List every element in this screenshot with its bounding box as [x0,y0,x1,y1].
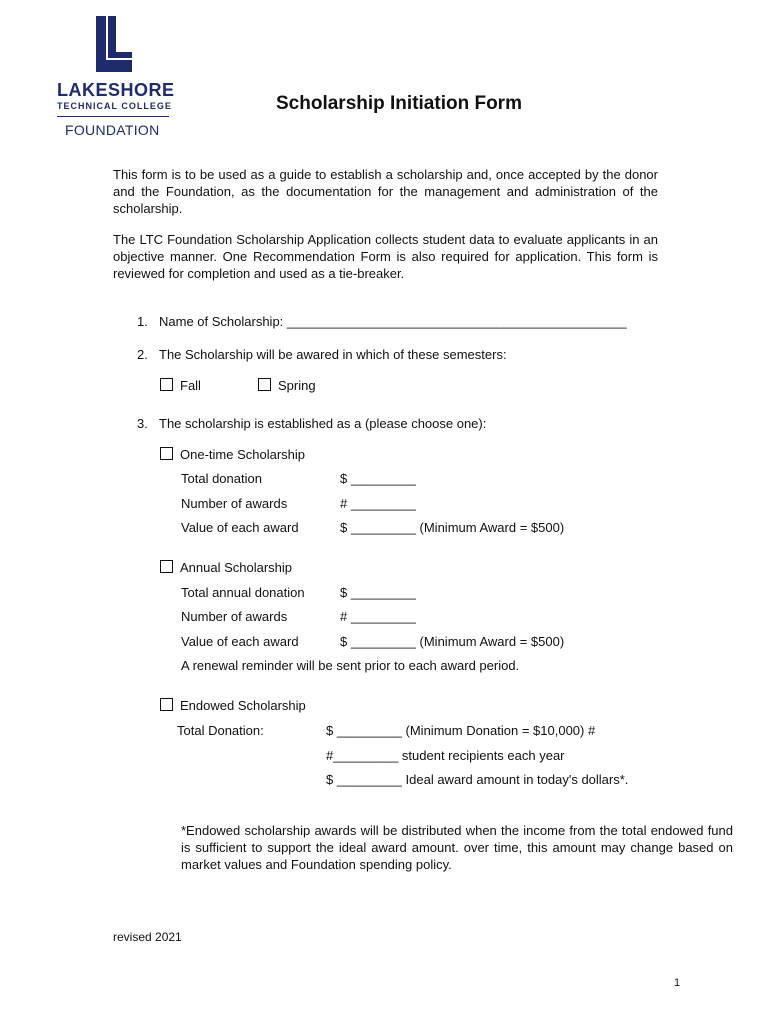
intro-paragraph-1: This form is to be used as a guide to establish a scholarship and, once accepted by the donor and the Foundation, as the documentation for the management and administration of the scholarship. [113,167,658,216]
question-2-number: 2. [137,347,148,362]
logo-divider [57,116,169,117]
logo-name-technical-college: TECHNICAL COLLEGE [57,101,172,111]
page-number: 1 [674,977,681,989]
annual-total-label: Total annual donation [181,585,305,600]
onetime-option[interactable] [160,447,305,462]
lakeshore-logo-icon [94,14,134,74]
onetime-value-field[interactable]: $ _________ (Minimum Award = $500) [340,520,565,535]
fall-checkbox[interactable] [160,378,173,391]
onetime-number-field[interactable]: # _________ [340,496,416,511]
endowed-checkbox[interactable] [160,698,173,711]
logo-name-lakeshore: LAKESHORE [57,80,175,100]
question-2 [137,347,507,362]
question-3 [137,416,486,431]
spring-checkbox[interactable] [258,378,271,391]
annual-number-label: Number of awards [181,609,288,624]
question-1-number: 1. [137,314,148,329]
endowed-label: Endowed Scholarship [180,698,306,713]
annual-total-field[interactable]: $ _________ [340,585,416,600]
spring-label: Spring [278,378,316,393]
onetime-total-field[interactable]: $ _________ [340,471,416,486]
endowed-total-label: Total Donation: [177,723,264,738]
fall-label: Fall [180,378,201,393]
page-title: Scholarship Initiation Form [276,93,522,114]
onetime-label: One-time Scholarship [180,447,305,462]
annual-reminder: A renewal reminder will be sent prior to each award period. [181,658,520,673]
endowed-ideal-field[interactable]: $ _________ Ideal award amount in today's dollars*. [326,772,629,787]
endowed-footnote: *Endowed scholarship awards will be distributed when the income from the total endowed fund is sufficient to support the ideal award amount. over time, this amount may change based on market values and Foundation spending policy. [181,823,733,872]
annual-label: Annual Scholarship [180,560,293,575]
fall-option[interactable] [160,378,201,393]
revised-note: revised 2021 [113,930,182,944]
onetime-number-label: Number of awards [181,496,288,511]
endowed-option[interactable] [160,698,306,713]
scholarship-name-field[interactable]: Name of Scholarship: _______________________________________________ [159,314,627,329]
logo-name-foundation: FOUNDATION [65,122,160,138]
intro-paragraph-2: The LTC Foundation Scholarship Application collects student data to evaluate applicants in an objective manner. One Recommendation Form is also required for application. This form is reviewed for completion and used as a tie-breaker. [113,232,658,281]
spring-option[interactable] [258,378,316,393]
annual-value-label: Value of each award [181,634,299,649]
endowed-recipients-field[interactable]: #_________ student recipients each year [326,748,565,763]
annual-number-field[interactable]: # _________ [340,609,416,624]
question-3-text: The scholarship is established as a (please choose one): [159,416,487,431]
annual-option[interactable] [160,560,292,575]
question-2-text: The Scholarship will be awared in which of these semesters: [159,347,507,362]
onetime-total-label: Total donation [181,471,262,486]
annual-value-field[interactable]: $ _________ (Minimum Award = $500) [340,634,565,649]
endowed-total-field[interactable]: $ _________ (Minimum Donation = $10,000) # [326,723,596,738]
question-3-number: 3. [137,416,148,431]
onetime-value-label: Value of each award [181,520,299,535]
annual-checkbox[interactable] [160,560,173,573]
question-1 [137,314,627,329]
onetime-checkbox[interactable] [160,447,173,460]
